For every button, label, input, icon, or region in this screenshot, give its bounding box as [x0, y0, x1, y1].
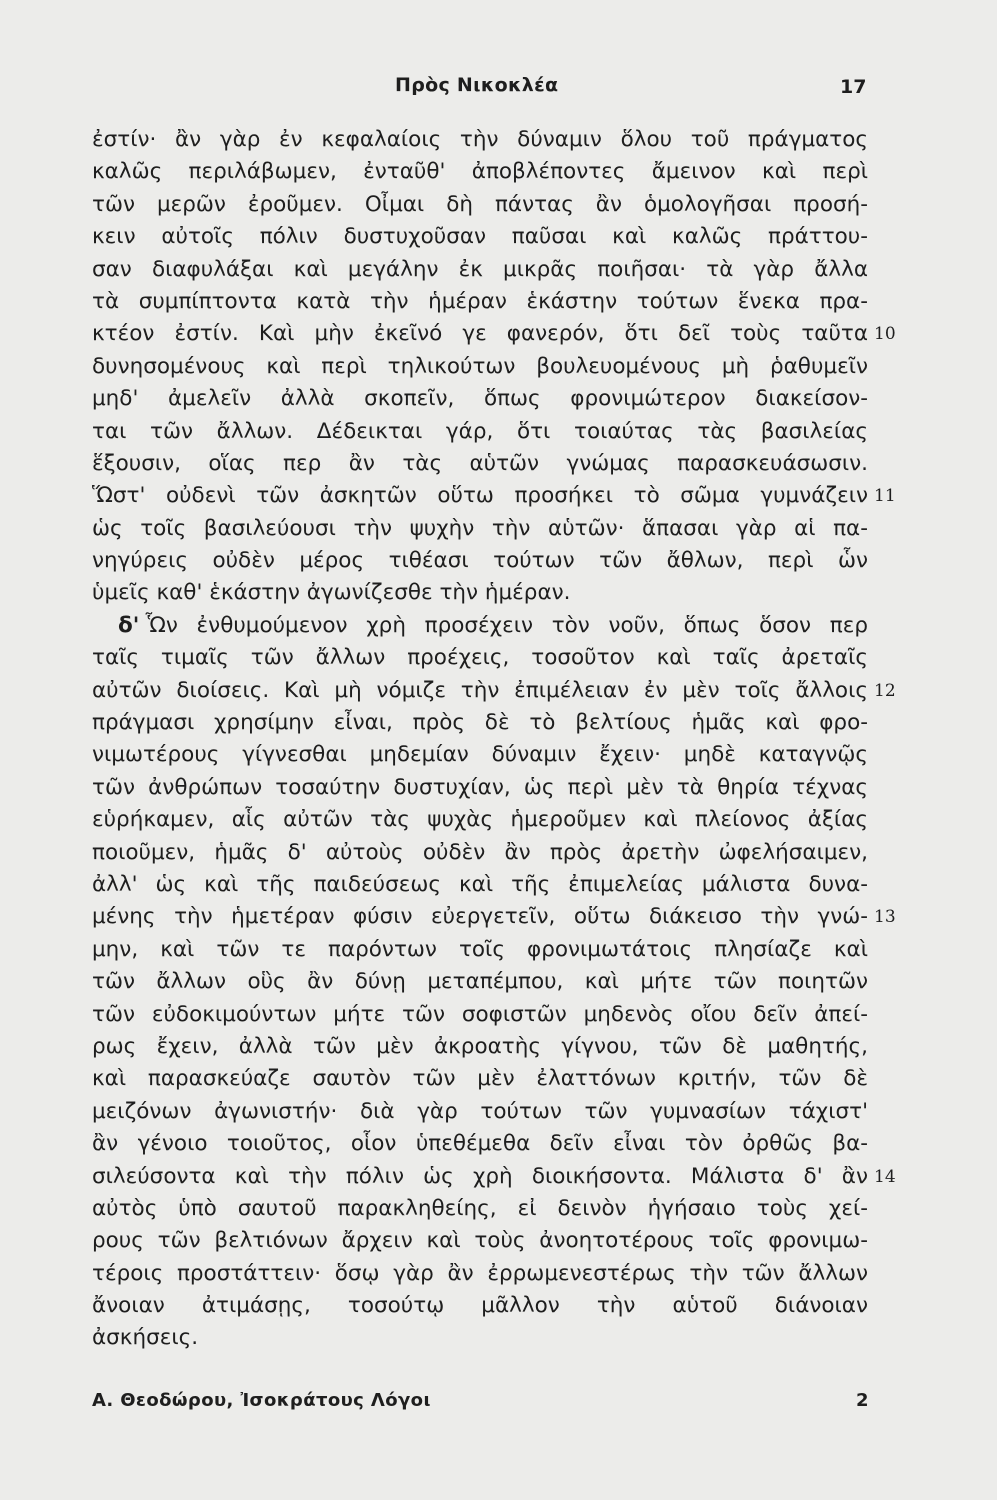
- text-line: μηδ' ἀμελεῖν ἀλλὰ σκοπεῖν, ὅπως φρονιμώτερον διακείσον-: [92, 386, 868, 412]
- text-line: ρως ἔχειν, ἀλλὰ τῶν μὲν ἀκροατὴς γίγνου, τῶν δὲ μαθητής,: [92, 1033, 868, 1059]
- text-line: αὐτὸς ὑπὸ σαυτοῦ παρακληθείης, εἰ δεινὸν ἡγήσαιο τοὺς χεί-: [92, 1195, 868, 1221]
- text-line: τὰ συμπίπτοντα κατὰ τὴν ἡμέραν ἑκάστην τούτων ἕνεκα πρα-: [92, 288, 868, 314]
- sheet-number: 2: [856, 1390, 869, 1411]
- text-line: ἀσκήσεις.: [92, 1325, 199, 1351]
- signature-mark: Α. Θεοδώρου, Ἰσοκράτους Λόγοι: [92, 1390, 431, 1411]
- text-line: τῶν μερῶν ἐροῦμεν. Οἶμαι δὴ πάντας ἂν ὁμολογῆσαι προσή-: [92, 191, 868, 217]
- paragraph-start-line: δ' Ὧν ἐνθυμούμενον χρὴ προσέχειν τὸν νοῦν, ὅπως ὅσον περ: [118, 612, 868, 638]
- text-line: τῶν ἀνθρώπων τοσαύτην δυστυχίαν, ὡς περὶ μὲν τὰ θηρία τέχνας: [92, 774, 868, 800]
- paragraph-marker: δ': [118, 612, 140, 638]
- text-line: πράγμασι χρησίμην εἶναι, πρὸς δὲ τὸ βελτίους ἡμᾶς καὶ φρο-: [92, 710, 868, 736]
- section-number-13: 13: [874, 907, 896, 928]
- section-number-10: 10: [874, 324, 896, 345]
- text-line: ται τῶν ἄλλων. Δέδεικται γάρ, ὅτι τοιαύτας τὰς βασιλείας: [92, 418, 868, 444]
- text-line: κτέον ἐστίν. Καὶ μὴν ἐκεῖνό γε φανερόν, ὅτι δεῖ τοὺς ταῦτα 10: [92, 318, 868, 350]
- text-line: ἕξουσιν, οἵας περ ἂν τὰς αὑτῶν γνώμας παρασκευάσωσιν.: [92, 450, 868, 476]
- text-line: σιλεύσοντα καὶ τὴν πόλιν ὡς χρὴ διοικήσοντα. Μάλιστα δ' ἂν 14: [92, 1161, 868, 1193]
- section-number-14: 14: [874, 1166, 896, 1187]
- text-line: μην, καὶ τῶν τε παρόντων τοῖς φρονιμωτάτοις πλησίαζε καὶ: [92, 936, 868, 962]
- text-line: τῶν ἄλλων οὓς ἂν δύνῃ μεταπέμπου, καὶ μήτε τῶν ποιητῶν: [92, 969, 868, 995]
- body-text: [92, 124, 896, 1355]
- text-line: εὑρήκαμεν, αἷς αὐτῶν τὰς ψυχὰς ἡμεροῦμεν καὶ πλείονος ἀξίας: [92, 807, 868, 833]
- text-line: ρους τῶν βελτιόνων ἄρχειν καὶ τοὺς ἀνοητοτέρους τοῖς φρονιμω-: [92, 1228, 868, 1254]
- text-line: ἀλλ' ὡς καὶ τῆς παιδεύσεως καὶ τῆς ἐπιμελείας μάλιστα δυνα-: [92, 871, 868, 897]
- text-line: ἄνοιαν ἀτιμάσῃς, τοσούτῳ μᾶλλον τὴν αὑτοῦ διάνοιαν: [92, 1293, 868, 1319]
- text-line: Ὥστ' οὐδενὶ τῶν ἀσκητῶν οὕτω προσήκει τὸ σῶμα γυμνάζειν 11: [92, 480, 868, 512]
- text-line: αὐτῶν διοίσεις. Καὶ μὴ νόμιζε τὴν ἐπιμέλειαν ἐν μὲν τοῖς ἄλλοις 12: [92, 675, 868, 707]
- page-number: 17: [840, 76, 867, 98]
- text-line: νιμωτέρους γίγνεσθαι μηδεμίαν δύναμιν ἔχειν· μηδὲ καταγνῷς: [92, 742, 868, 768]
- text-line: ποιοῦμεν, ἡμᾶς δ' αὐτοὺς οὐδὲν ἂν πρὸς ἀρετὴν ὠφελήσαιμεν,: [92, 839, 868, 865]
- text-line: νηγύρεις οὐδὲν μέρος τιθέασι τούτων τῶν ἄθλων, περὶ ὧν: [92, 548, 868, 574]
- page-footer: [0, 1390, 997, 1420]
- running-title: Πρὸς Νικοκλέα: [395, 74, 559, 96]
- page-header: [0, 70, 997, 106]
- text-line: καλῶς περιλάβωμεν, ἐνταῦθ' ἀποβλέποντες ἄμεινον καὶ περὶ: [92, 159, 868, 185]
- text-line: ὡς τοῖς βασιλεύουσι τὴν ψυχὴν τὴν αὑτῶν· ἅπασαι γὰρ αἱ πα-: [92, 515, 868, 541]
- section-number-11: 11: [874, 486, 896, 507]
- text-line: ἐστίν· ἂν γὰρ ἐν κεφαλαίοις τὴν δύναμιν ὅλου τοῦ πράγματος: [92, 127, 868, 152]
- text-line: ταῖς τιμαῖς τῶν ἄλλων προέχεις, τοσοῦτον καὶ ταῖς ἀρεταῖς: [92, 645, 868, 671]
- text-line: τέροις προστάττειν· ὅσῳ γὰρ ἂν ἐρρωμενεστέρως τὴν τῶν ἄλλων: [92, 1260, 868, 1286]
- section-number-12: 12: [874, 680, 896, 701]
- text-line: κειν αὐτοῖς πόλιν δυστυχοῦσαν παῦσαι καὶ καλῶς πράττου-: [92, 224, 868, 250]
- text-line: καὶ παρασκεύαζε σαυτὸν τῶν μὲν ἐλαττόνων κριτήν, τῶν δὲ: [92, 1066, 868, 1092]
- text-line: μένης τὴν ἡμετέραν φύσιν εὐεργετεῖν, οὕτω διάκεισο τὴν γνώ- 13: [92, 901, 868, 933]
- text-line: σαν διαφυλάξαι καὶ μεγάλην ἐκ μικρᾶς ποιῆσαι· τὰ γὰρ ἄλλα: [92, 256, 868, 282]
- text-line: ἂν γένοιο τοιοῦτος, οἷον ὑπεθέμεθα δεῖν εἶναι τὸν ὀρθῶς βα-: [92, 1131, 868, 1157]
- text-line: τῶν εὐδοκιμούντων μήτε τῶν σοφιστῶν μηδενὸς οἴου δεῖν ἀπεί-: [92, 1001, 868, 1027]
- text-line: δυνησομένους καὶ περὶ τηλικούτων βουλευομένους μὴ ῥαθυμεῖν: [92, 353, 868, 379]
- text-line: ὑμεῖς καθ' ἑκάστην ἀγωνίζεσθε τὴν ἡμέραν.: [92, 580, 571, 606]
- text-line: μειζόνων ἀγωνιστήν· διὰ γὰρ τούτων τῶν γυμνασίων τάχιστ': [92, 1098, 868, 1124]
